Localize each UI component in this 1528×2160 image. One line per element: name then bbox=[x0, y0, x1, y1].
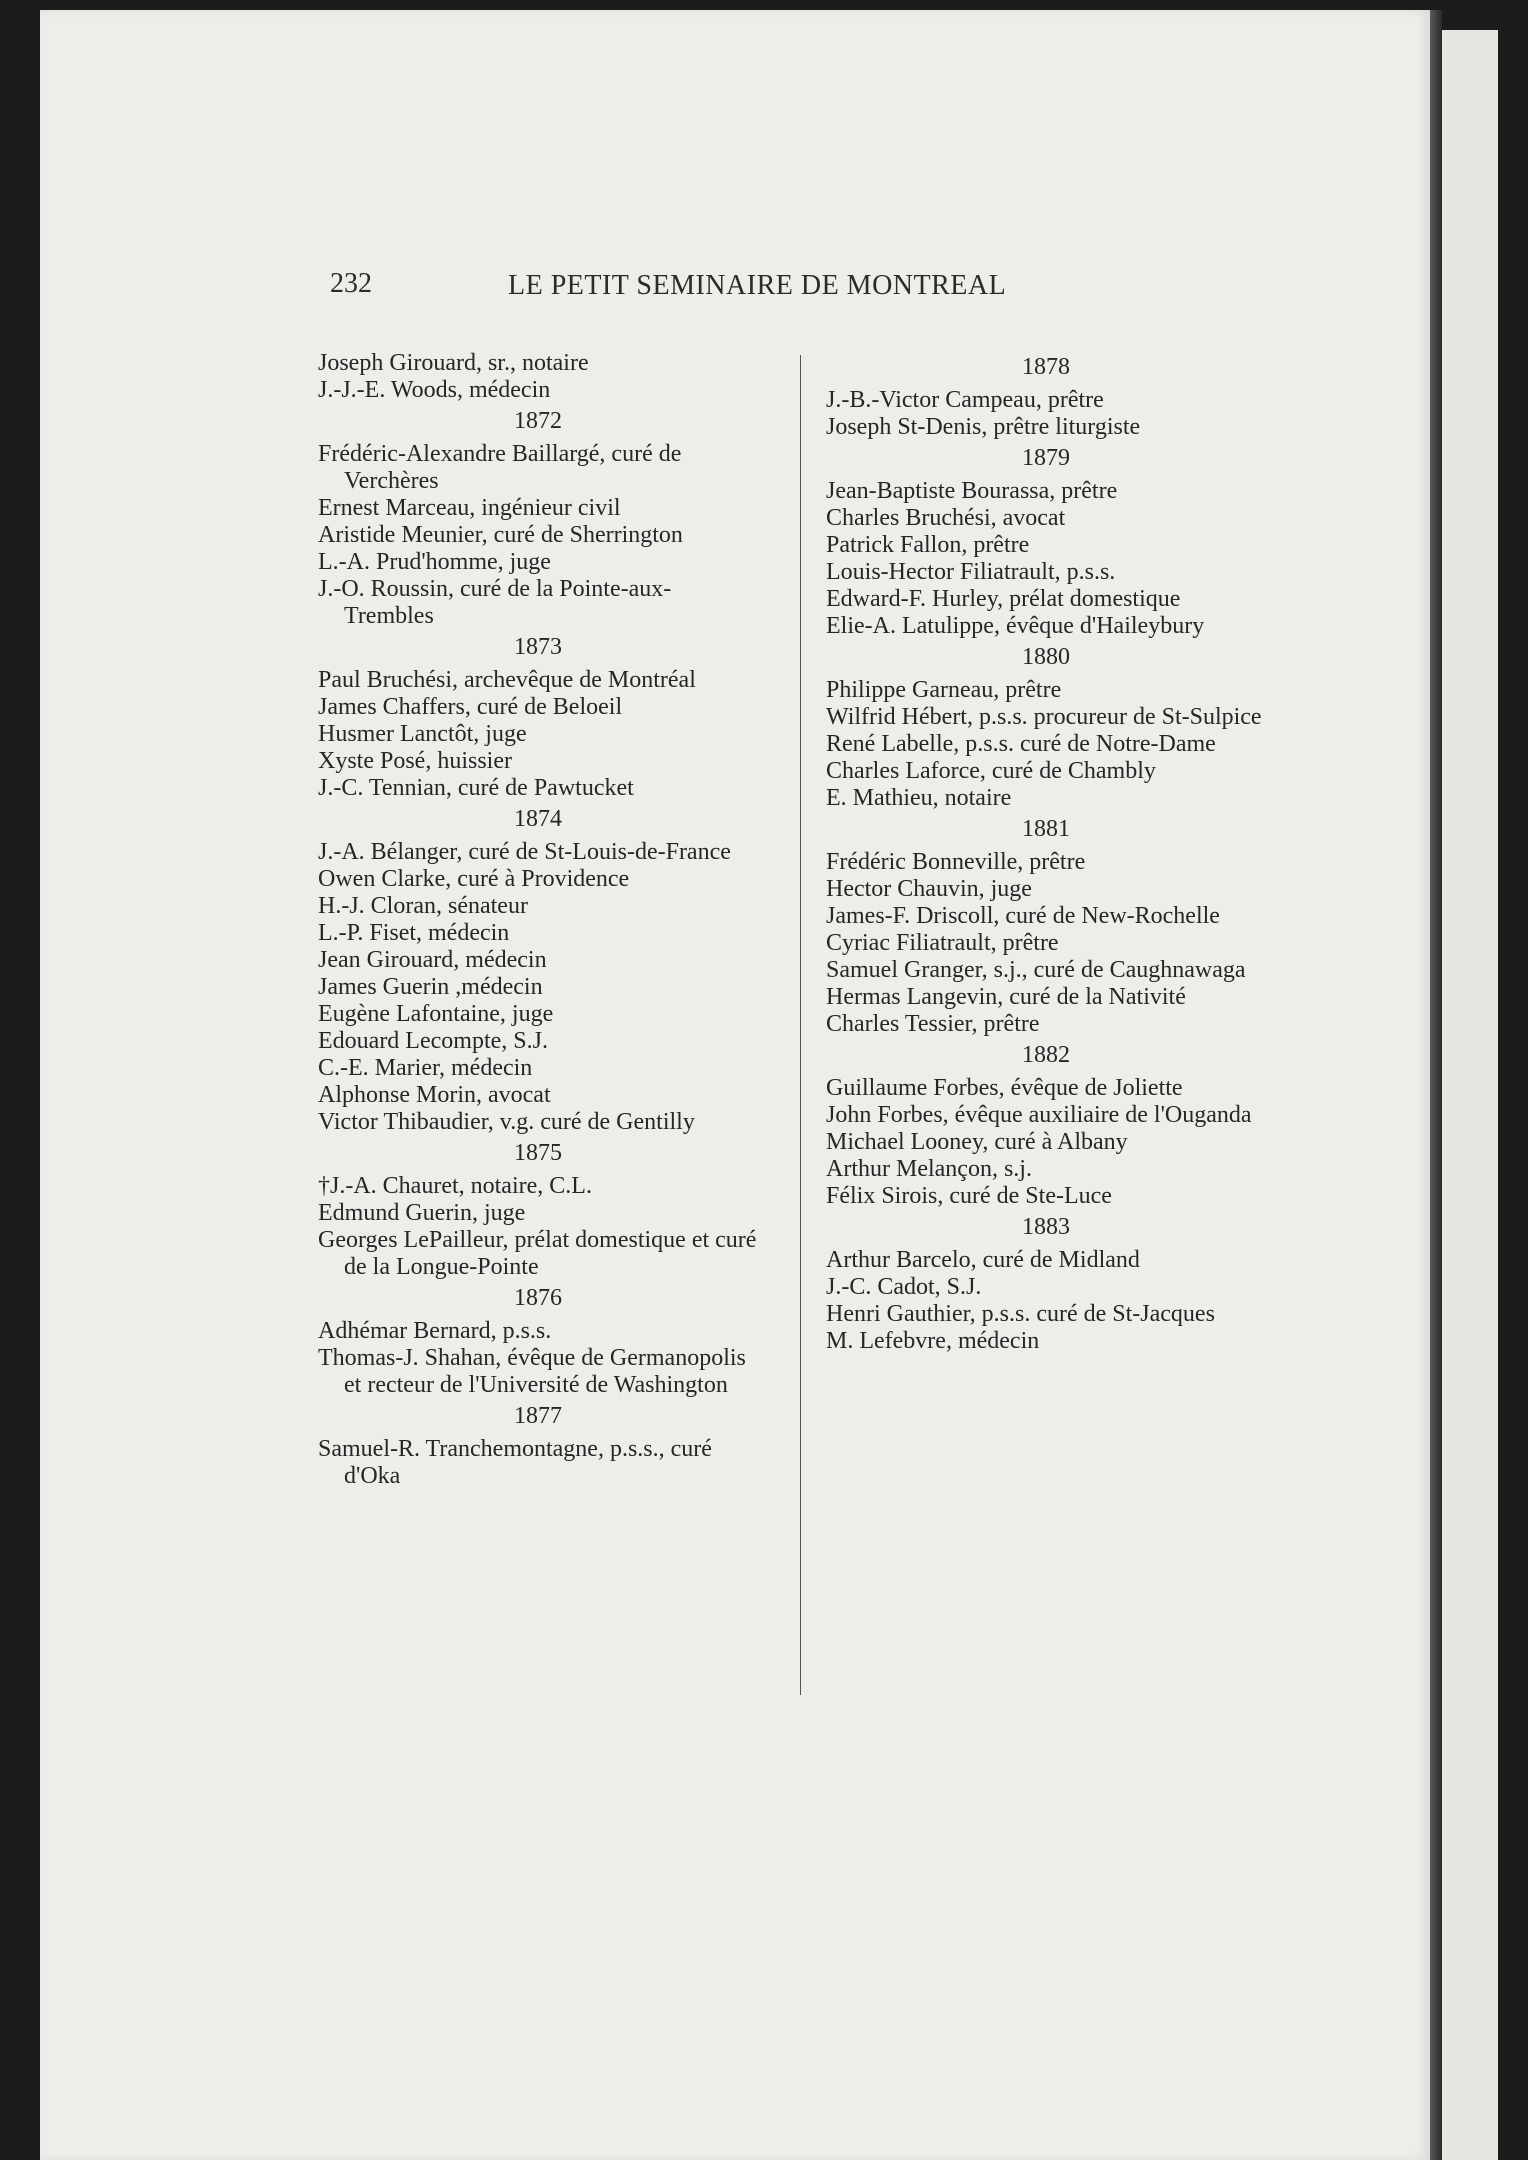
alumni-entry: Thomas-J. Shahan, évêque de Germanopolis et recteur de l'Université de Washington bbox=[318, 1345, 746, 1398]
alumni-entry: Michael Looney, curé à Albany bbox=[826, 1129, 1128, 1155]
year-heading: 1880 bbox=[1022, 644, 1070, 670]
alumni-entry: Arthur Melançon, s.j. bbox=[826, 1156, 1032, 1182]
alumni-entry: James Chaffers, curé de Beloeil bbox=[318, 694, 623, 720]
alumni-entry: René Labelle, p.s.s. curé de Notre-Dame bbox=[826, 731, 1216, 757]
year-heading: 1874 bbox=[514, 806, 562, 832]
alumni-entry: E. Mathieu, notaire bbox=[826, 785, 1012, 811]
column-divider bbox=[800, 355, 801, 1695]
year-heading: 1873 bbox=[514, 634, 562, 660]
alumni-entry: Charles Laforce, curé de Chambly bbox=[826, 758, 1156, 784]
year-heading: 1878 bbox=[1022, 354, 1070, 380]
alumni-entry: Jean Girouard, médecin bbox=[318, 947, 547, 973]
alumni-entry: J.-J.-E. Woods, médecin bbox=[318, 377, 551, 403]
alumni-entry: Henri Gauthier, p.s.s. curé de St-Jacques bbox=[826, 1301, 1215, 1327]
alumni-entry: Wilfrid Hébert, p.s.s. procureur de St-Sulpice bbox=[826, 704, 1262, 730]
alumni-entry: Edward-F. Hurley, prélat domestique bbox=[826, 586, 1181, 612]
year-heading: 1875 bbox=[514, 1140, 562, 1166]
left-column bbox=[318, 350, 758, 1490]
alumni-entry: Jean-Baptiste Bourassa, prêtre bbox=[826, 478, 1118, 504]
alumni-entry: Adhémar Bernard, p.s.s. bbox=[318, 1318, 552, 1344]
alumni-entry: J.-A. Bélanger, curé de St-Louis-de-France bbox=[318, 839, 731, 865]
alumni-entry: Arthur Barcelo, curé de Midland bbox=[826, 1247, 1140, 1273]
alumni-entry: Victor Thibaudier, v.g. curé de Gentilly bbox=[318, 1109, 695, 1135]
year-heading: 1882 bbox=[1022, 1042, 1070, 1068]
alumni-entry: J.-O. Roussin, curé de la Pointe-aux-Trembles bbox=[318, 576, 672, 629]
alumni-entry: Félix Sirois, curé de Ste-Luce bbox=[826, 1183, 1112, 1209]
alumni-entry: Georges LePailleur, prélat domestique et curé de la Longue-Pointe bbox=[318, 1227, 757, 1280]
alumni-entry: Samuel-R. Tranchemontagne, p.s.s., curé d'Oka bbox=[318, 1436, 712, 1489]
alumni-entry: Edouard Lecompte, S.J. bbox=[318, 1028, 548, 1054]
alumni-entry: Philippe Garneau, prêtre bbox=[826, 677, 1062, 703]
alumni-entry: Guillaume Forbes, évêque de Joliette bbox=[826, 1075, 1183, 1101]
alumni-entry: James Guerin ,médecin bbox=[318, 974, 543, 1000]
alumni-entry: L.-A. Prud'homme, juge bbox=[318, 549, 551, 575]
year-heading: 1879 bbox=[1022, 445, 1070, 471]
alumni-entry: James-F. Driscoll, curé de New-Rochelle bbox=[826, 903, 1220, 929]
running-title: LE PETIT SEMINAIRE DE MONTREAL bbox=[508, 270, 1007, 301]
alumni-entry: Husmer Lanctôt, juge bbox=[318, 721, 527, 747]
alumni-entry: Edmund Guerin, juge bbox=[318, 1200, 526, 1226]
year-heading: 1877 bbox=[514, 1403, 562, 1429]
alumni-entry: John Forbes, évêque auxiliaire de l'Ouganda bbox=[826, 1102, 1252, 1128]
alumni-entry: L.-P. Fiset, médecin bbox=[318, 920, 510, 946]
adjacent-page-edge bbox=[1442, 30, 1498, 2160]
alumni-entry: Alphonse Morin, avocat bbox=[318, 1082, 551, 1108]
alumni-entry: C.-E. Marier, médecin bbox=[318, 1055, 533, 1081]
alumni-entry: Cyriac Filiatrault, prêtre bbox=[826, 930, 1059, 956]
alumni-entry: Charles Tessier, prêtre bbox=[826, 1011, 1040, 1037]
alumni-entry: Frédéric-Alexandre Baillargé, curé de Verchères bbox=[318, 441, 682, 494]
alumni-entry: H.-J. Cloran, sénateur bbox=[318, 893, 528, 919]
alumni-entry: Elie-A. Latulippe, évêque d'Haileybury bbox=[826, 613, 1205, 639]
alumni-entry: Joseph Girouard, sr., notaire bbox=[318, 350, 589, 376]
alumni-entry: Ernest Marceau, ingénieur civil bbox=[318, 495, 621, 521]
alumni-entry: Louis-Hector Filiatrault, p.s.s. bbox=[826, 559, 1116, 585]
alumni-entry: Hermas Langevin, curé de la Nativité bbox=[826, 984, 1186, 1010]
alumni-entry: Hector Chauvin, juge bbox=[826, 876, 1032, 902]
page-gutter bbox=[1430, 10, 1442, 2160]
alumni-entry: M. Lefebvre, médecin bbox=[826, 1328, 1040, 1354]
alumni-entry: †J.-A. Chauret, notaire, C.L. bbox=[318, 1173, 592, 1199]
alumni-entry: J.-B.-Victor Campeau, prêtre bbox=[826, 387, 1104, 413]
page-number: 232 bbox=[330, 268, 372, 299]
alumni-entry: Owen Clarke, curé à Providence bbox=[318, 866, 630, 892]
right-column bbox=[826, 350, 1266, 1355]
alumni-entry: Charles Bruchési, avocat bbox=[826, 505, 1066, 531]
year-heading: 1883 bbox=[1022, 1214, 1070, 1240]
alumni-entry: Xyste Posé, huissier bbox=[318, 748, 512, 774]
alumni-entry: Paul Bruchési, archevêque de Montréal bbox=[318, 667, 696, 693]
alumni-entry: J.-C. Tennian, curé de Pawtucket bbox=[318, 775, 634, 801]
year-heading: 1872 bbox=[514, 408, 562, 434]
page-header bbox=[330, 268, 1100, 308]
alumni-entry: Frédéric Bonneville, prêtre bbox=[826, 849, 1086, 875]
alumni-entry: Patrick Fallon, prêtre bbox=[826, 532, 1030, 558]
alumni-entry: Aristide Meunier, curé de Sherrington bbox=[318, 522, 683, 548]
year-heading: 1881 bbox=[1022, 816, 1070, 842]
alumni-entry: Eugène Lafontaine, juge bbox=[318, 1001, 554, 1027]
alumni-entry: Samuel Granger, s.j., curé de Caughnawaga bbox=[826, 957, 1246, 983]
alumni-entry: J.-C. Cadot, S.J. bbox=[826, 1274, 982, 1300]
alumni-entry: Joseph St-Denis, prêtre liturgiste bbox=[826, 414, 1141, 440]
year-heading: 1876 bbox=[514, 1285, 562, 1311]
